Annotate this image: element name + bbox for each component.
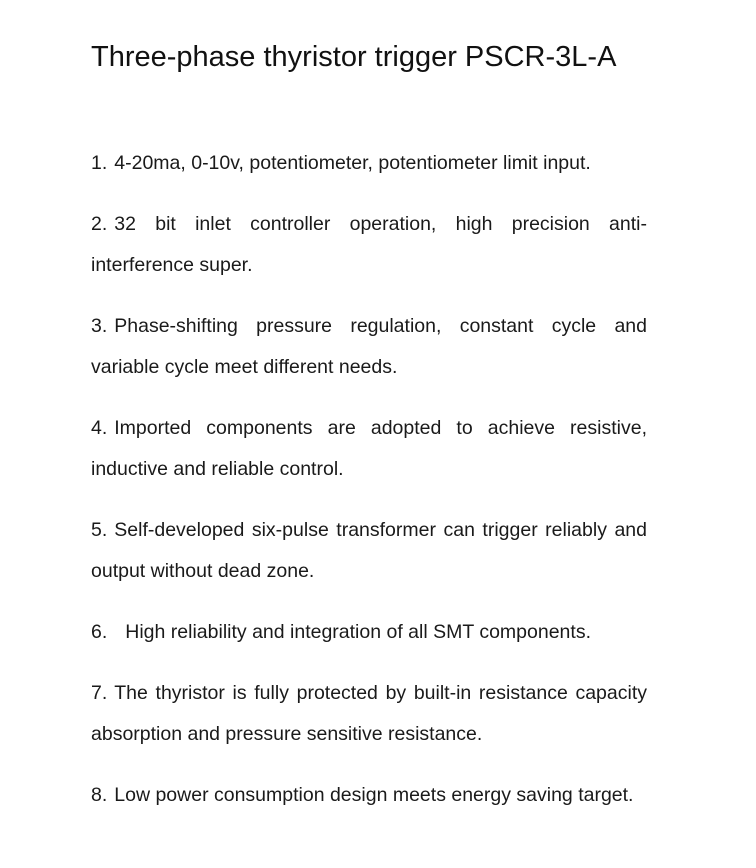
feature-text: Self-developed six-pulse transformer can trigger reliably and output without dead zone. <box>91 519 647 582</box>
feature-text: The thyristor is fully protected by built-in resistance capacity absorption and pressure sensitive resistance. <box>91 682 647 745</box>
feature-item-8 <box>91 775 647 816</box>
feature-text: Low power consumption design meets energy saving target. <box>114 784 634 806</box>
feature-number: 8. <box>91 784 108 806</box>
feature-item-5 <box>91 510 647 592</box>
feature-number: 5. <box>91 519 108 541</box>
document-title: Three-phase thyristor trigger PSCR-3L-A <box>91 41 617 73</box>
feature-text: Imported components are adopted to achieve resistive, inductive and reliable control. <box>91 417 647 480</box>
feature-text: 4-20ma, 0-10v, potentiometer, potentiometer limit input. <box>114 152 591 174</box>
feature-item-1 <box>91 143 647 184</box>
document-page <box>91 38 647 836</box>
feature-number: 3. <box>91 315 108 337</box>
feature-text: Phase-shifting pressure regulation, constant cycle and variable cycle meet different needs. <box>91 315 647 378</box>
feature-number: 7. <box>91 682 108 704</box>
feature-item-2 <box>91 204 647 286</box>
feature-number: 1. <box>91 152 108 174</box>
feature-item-7 <box>91 673 647 755</box>
feature-number: 4. <box>91 417 108 439</box>
feature-list <box>91 143 647 816</box>
feature-item-4 <box>91 408 647 490</box>
feature-item-3 <box>91 306 647 388</box>
feature-text: 32 bit inlet controller operation, high precision anti-interference super. <box>91 213 647 276</box>
feature-number: 6. <box>91 621 108 643</box>
feature-text: High reliability and integration of all SMT components. <box>125 621 591 643</box>
feature-number: 2. <box>91 213 108 235</box>
feature-item-6 <box>91 612 647 653</box>
